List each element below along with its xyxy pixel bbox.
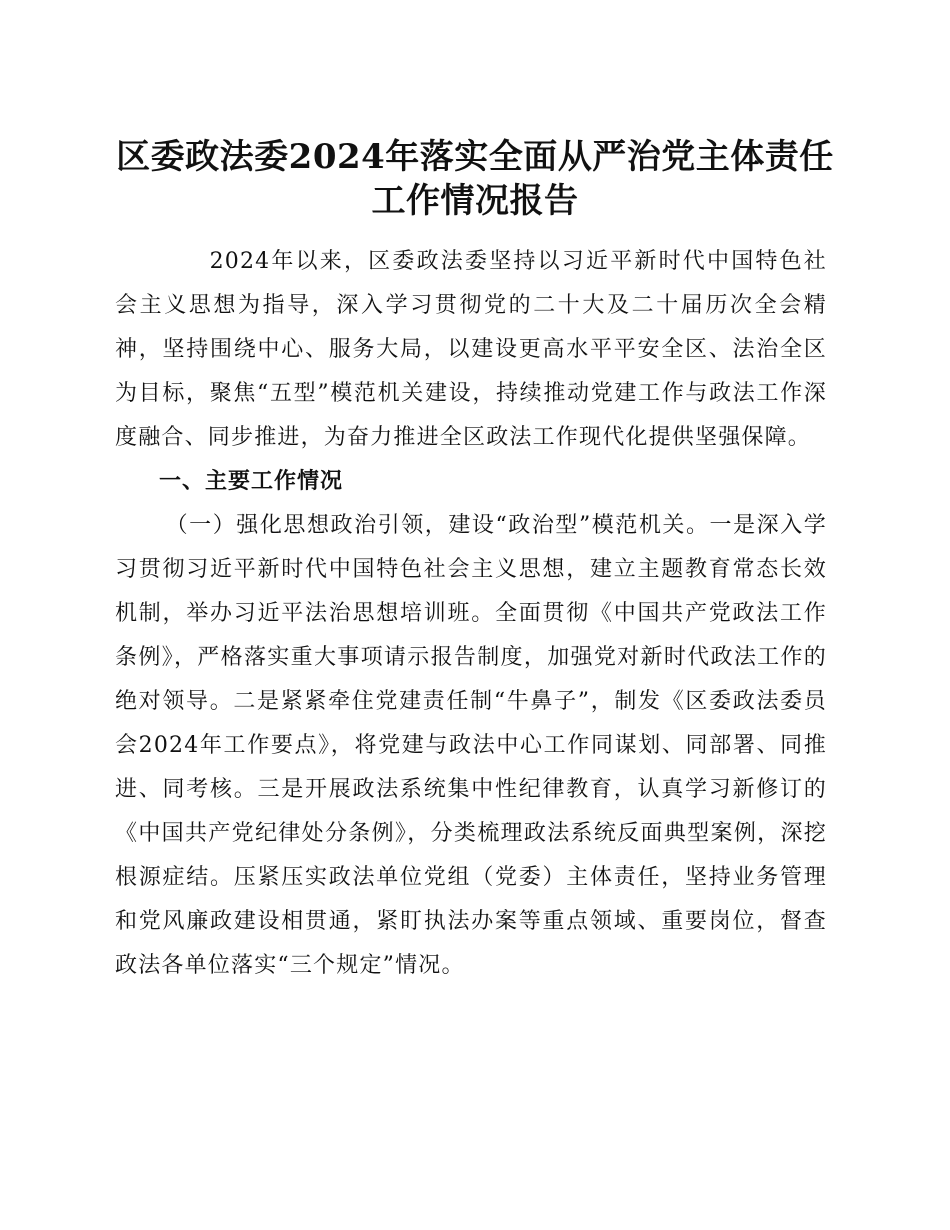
- section-paragraph: （一）强化思想政治引领，建设“政治型”模范机关。一是深入学习贯彻习近平新时代中国特色社会主义思想，建立主题教育常态长效机制，举办习近平法治思想培训班。全面贯彻《中国共产党政法工作条例》，严格落实重大事项请示报告制度，加强党对新时代政法工作的绝对领导。二是紧紧牵住党建责任制“牛鼻子”，制发《区委政法委员会2024年工作要点》，将党建与政法中心工作同谋划、同部署、同推进、同考核。三是开展政法系统集中性纪律教育，认真学习新修订的《中国共产党纪律处分条例》，分类梳理政法系统反面典型案例，深挖根源症结。压紧压实政法单位党组（党委）主体责任，坚持业务管理和党风廉政建设相贯通，紧盯执法办案等重点领域、重要岗位，督查政法各单位落实“三个规定”情况。: [115, 513, 827, 978]
- document-body: [115, 240, 827, 988]
- document-title-line-2: 工作情况报告: [371, 181, 579, 221]
- document-title-line-1: 区委政法委2024年落实全面从严治党主体责任: [116, 137, 834, 177]
- section-heading: 一、主要工作情况: [159, 469, 344, 494]
- intro-paragraph: 2024年以来，区委政法委坚持以习近平新时代中国特色社会主义思想为指导，深入学习贯彻党的二十大及二十届历次全会精神，坚持围绕中心、服务大局，以建设更高水平平安全区、法治全区为目标，聚焦“五型”模范机关建设，持续推动党建工作与政法工作深度融合、同步推进，为奋力推进全区政法工作现代化提供坚强保障。: [115, 249, 827, 450]
